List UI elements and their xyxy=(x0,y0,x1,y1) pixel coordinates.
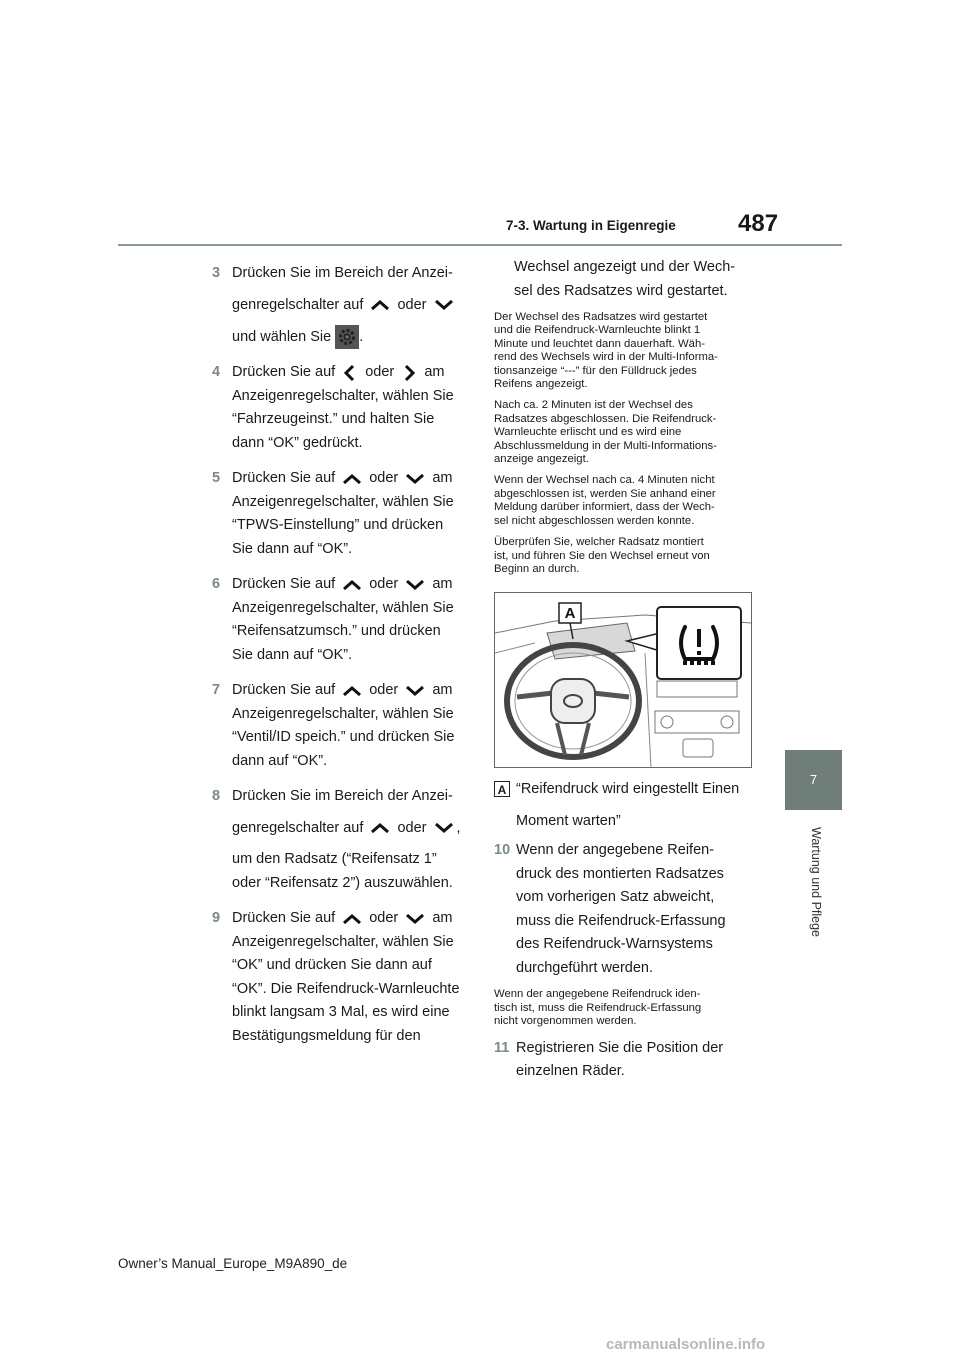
chevron-down-icon xyxy=(402,683,428,699)
note-line: Beginn an durch. xyxy=(494,562,580,575)
header-divider xyxy=(118,244,842,246)
note-line: Minute und leuchtet dann dauerhaft. Wäh- xyxy=(494,337,706,350)
callout-label-a: A xyxy=(564,605,576,623)
note-line: rend des Wechsels wird in der Multi-Informa- xyxy=(494,351,718,364)
step-number: 8 xyxy=(212,788,221,805)
step-text: Sie dann auf “OK”. xyxy=(232,646,353,663)
step-number: 5 xyxy=(212,470,221,487)
note-line: Wenn der angegebene Reifendruck iden- xyxy=(494,988,701,1001)
note-line: nicht vorgenommen werden. xyxy=(494,1015,637,1028)
step-text: Drücken Sie im Bereich der Anzei- xyxy=(232,788,453,805)
step-text: um den Radsatz (“Reifensatz 1” xyxy=(232,851,437,868)
step-text: sel des Radsatzes wird gestartet. xyxy=(514,282,728,299)
step-text: am xyxy=(432,576,453,593)
chevron-up-icon xyxy=(367,820,393,836)
step-5 xyxy=(212,467,482,561)
step-text: , xyxy=(456,819,461,836)
note-paragraph xyxy=(494,536,756,576)
step-text: am xyxy=(432,682,453,699)
caption-text: “Reifendruck wird eingestellt Einen xyxy=(516,781,740,798)
illustration-caption xyxy=(494,778,756,833)
note-line: Reifens angezeigt. xyxy=(494,378,588,391)
note-line: Abschlussmeldung in der Multi-Informations- xyxy=(494,439,717,452)
note-line: und die Reifendruck-Warnleuchte blinkt 1 xyxy=(494,324,701,337)
step-text: Wenn der angegebene Reifen- xyxy=(516,842,715,859)
note-line: ist, und führen Sie den Wechsel erneut von xyxy=(494,549,710,562)
step-text-row xyxy=(232,294,482,318)
step-text: einzelnen Räder. xyxy=(516,1063,625,1080)
step-text: Anzeigenregelschalter, wählen Sie xyxy=(232,387,454,404)
chevron-down-icon xyxy=(431,297,457,313)
watermark: carmanualsonline.info xyxy=(606,1336,766,1353)
step-number: 6 xyxy=(212,576,221,593)
note-paragraph xyxy=(494,988,756,1028)
note-line: Warnleuchte erlischt und es wird eine xyxy=(494,426,682,439)
note-line: tisch ist, muss die Reifendruck-Erfassung xyxy=(494,1001,702,1014)
step-text: am xyxy=(432,910,453,927)
step-number: 10 xyxy=(494,842,511,859)
chapter-tab: 7 xyxy=(785,750,842,810)
step-text: Registrieren Sie die Position der xyxy=(516,1039,724,1056)
steering-wheel-drawing xyxy=(495,593,751,767)
note-line: Nach ca. 2 Minuten ist der Wechsel des xyxy=(494,399,693,412)
step-number: 9 xyxy=(212,910,221,927)
chevron-down-icon xyxy=(431,820,457,836)
step-number: 11 xyxy=(494,1039,510,1056)
step-text: . xyxy=(359,328,364,345)
step-text: Drücken Sie im Bereich der Anzei- xyxy=(232,265,453,281)
step-text: dann “OK” gedrückt. xyxy=(232,434,363,451)
step-text: Drücken Sie auf xyxy=(232,364,336,381)
step-text: muss die Reifendruck-Erfassung xyxy=(516,912,726,929)
step-text: am xyxy=(424,364,445,381)
chevron-up-icon xyxy=(339,911,365,927)
step-6 xyxy=(212,573,482,667)
note-line: Der Wechsel des Radsatzes wird gestartet xyxy=(494,311,708,323)
step-9-continued xyxy=(494,256,756,303)
step-text: Bestätigungsmeldung für den xyxy=(232,1027,421,1044)
dashboard-illustration xyxy=(494,592,752,768)
caption-text: Moment warten” xyxy=(516,812,621,829)
step-text: oder xyxy=(365,364,395,381)
step-text-row xyxy=(232,361,482,385)
step-11 xyxy=(494,1037,756,1084)
step-text: Sie dann auf “OK”. xyxy=(232,540,353,557)
right-column xyxy=(494,256,756,1092)
chapter-label: Wartung und Pflege xyxy=(809,826,823,938)
step-8 xyxy=(212,785,482,895)
step-text: oder xyxy=(397,819,427,836)
step-number: 3 xyxy=(212,265,221,281)
step-text: des Reifendruck-Warnsystems xyxy=(516,936,713,953)
step-4 xyxy=(212,361,482,455)
step-text: und wählen Sie xyxy=(232,328,332,345)
step-text: Anzeigenregelschalter, wählen Sie xyxy=(232,705,454,722)
note-line: Überprüfen Sie, welcher Radsatz montiert xyxy=(494,536,704,549)
step-text: oder xyxy=(397,296,427,313)
step-text: “TPWS-Einstellung” und drücken xyxy=(232,517,444,534)
step-text-row xyxy=(232,907,482,931)
step-text: Drücken Sie auf xyxy=(232,470,336,487)
step-text: oder xyxy=(369,576,399,593)
step-text: dann auf “OK”. xyxy=(232,752,328,769)
step-text: oder xyxy=(369,682,399,699)
note-paragraph xyxy=(494,474,756,528)
step-text: “OK”. Die Reifendruck-Warnleuchte xyxy=(232,980,460,997)
step-text: oder “Reifensatz 2”) auszuwählen. xyxy=(232,874,453,891)
step-7 xyxy=(212,679,482,773)
note-line: anzeige angezeigt. xyxy=(494,453,589,466)
chevron-up-icon xyxy=(339,683,365,699)
step-text: genregelschalter auf xyxy=(232,819,364,836)
step-text: am xyxy=(432,470,453,487)
chevron-right-icon xyxy=(398,363,420,383)
step-text: Anzeigenregelschalter, wählen Sie xyxy=(232,599,454,616)
chevron-left-icon xyxy=(339,363,361,383)
step-text: Drücken Sie auf xyxy=(232,576,336,593)
note-line: Meldung darüber informiert, dass der Wech- xyxy=(494,501,715,514)
gear-icon xyxy=(335,325,359,349)
step-9 xyxy=(212,907,482,1048)
step-text: “Fahrzeugeinst.” und halten Sie xyxy=(232,411,435,428)
step-text: Drücken Sie auf xyxy=(232,682,336,699)
step-text: genregelschalter auf xyxy=(232,296,364,313)
step-text: durchgeführt werden. xyxy=(516,959,654,976)
step-10 xyxy=(494,839,756,980)
chevron-up-icon xyxy=(367,297,393,313)
chevron-down-icon xyxy=(402,577,428,593)
step-text-row xyxy=(232,573,482,597)
step-text: “Reifensatzumsch.” und drücken xyxy=(232,623,441,640)
step-text: Anzeigenregelschalter, wählen Sie xyxy=(232,493,454,510)
note-line: Wenn der Wechsel nach ca. 4 Minuten nicht xyxy=(494,474,715,487)
chevron-down-icon xyxy=(402,471,428,487)
note-line: sel nicht abgeschlossen werden konnte. xyxy=(494,514,695,527)
step-text-row xyxy=(232,817,482,841)
step-number: 4 xyxy=(212,364,221,381)
step-number: 7 xyxy=(212,682,221,699)
note-paragraph xyxy=(494,311,756,391)
note-line: tionsanzeige “---” für den Fülldruck jedes xyxy=(494,364,697,377)
step-text: Anzeigenregelschalter, wählen Sie xyxy=(232,933,454,950)
step-text-row xyxy=(232,467,482,491)
note-paragraph xyxy=(494,399,756,466)
step-text-row xyxy=(232,679,482,703)
caption-badge: A xyxy=(494,781,510,797)
chevron-up-icon xyxy=(339,471,365,487)
step-text: Wechsel angezeigt und der Wech- xyxy=(514,259,736,275)
step-3 xyxy=(212,262,482,349)
step-text: “Ventil/ID speich.” und drücken Sie xyxy=(232,729,455,746)
step-text: blinkt langsam 3 Mal, es wird eine xyxy=(232,1004,450,1021)
left-column xyxy=(212,262,482,1056)
step-text: “OK” und drücken Sie dann auf xyxy=(232,957,432,974)
step-text: druck des montierten Radsatzes xyxy=(516,865,724,882)
step-text: Drücken Sie auf xyxy=(232,910,336,927)
section-title: 7-3. Wartung in Eigenregie xyxy=(506,218,676,233)
chevron-up-icon xyxy=(339,577,365,593)
step-text: oder xyxy=(369,910,399,927)
step-text-row xyxy=(232,325,482,349)
step-text: vom vorherigen Satz abweicht, xyxy=(516,889,715,906)
page-number: 487 xyxy=(738,210,779,237)
note-line: Radsatzes abgeschlossen. Die Reifendruck- xyxy=(494,412,717,425)
footer-manual-id: Owner’s Manual_Europe_M9A890_de xyxy=(118,1256,348,1271)
note-line: abgeschlossen ist, werden Sie anhand einer xyxy=(494,487,716,500)
step-text: oder xyxy=(369,470,399,487)
chevron-down-icon xyxy=(402,911,428,927)
